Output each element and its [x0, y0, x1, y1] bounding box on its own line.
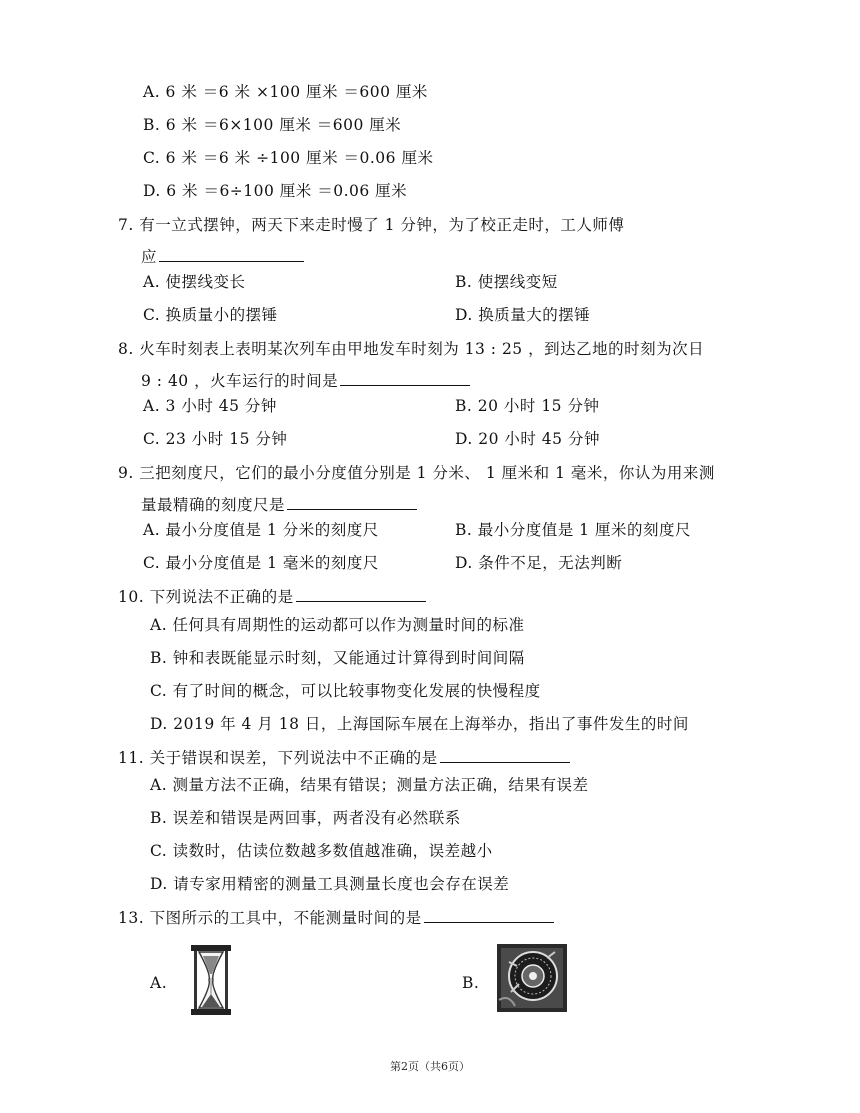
q10-option-b: B. 钟和表既能显示时刻，又能通过计算得到时间间隔: [150, 649, 525, 667]
q7-answer-blank: [159, 247, 304, 262]
q10-option-d: D. 2019 年 4 月 18 日，上海国际车展在上海举办，指出了事件发生的时间: [150, 715, 689, 733]
q8-option-c: C. 23 小时 15 分钟: [143, 430, 288, 448]
q9-option-c: C. 最小分度值是 1 毫米的刻度尺: [143, 554, 379, 572]
q8-option-a: A. 3 小时 45 分钟: [143, 397, 277, 415]
q7-stem-line2: [141, 245, 304, 267]
q11-option-a: A. 测量方法不正确，结果有错误；测量方法正确，结果有误差: [150, 776, 589, 794]
q8-option-b: B. 20 小时 15 分钟: [455, 397, 600, 415]
q8-option-d: D. 20 小时 45 分钟: [455, 430, 600, 448]
q13-answer-blank: [424, 908, 554, 923]
q11-stem-text: 11. 关于错误和误差，下列说法中不正确的是: [118, 749, 438, 767]
page-footer: 第2页（共6页）: [390, 1060, 470, 1073]
q9-option-a: A. 最小分度值是 1 分米的刻度尺: [143, 521, 379, 539]
q6-option-b: B. 6 米 ＝6×100 厘米 ＝600 厘米: [143, 116, 402, 134]
q7-stem-line2-text: 应: [141, 248, 158, 266]
q11-option-d: D. 请专家用精密的测量工具测量长度也会存在误差: [150, 875, 510, 893]
q9-stem-line2: [141, 493, 417, 515]
q13-stem-text: 13. 下图所示的工具中，不能测量时间的是: [118, 909, 422, 927]
q7-option-a: A. 使摆线变长: [143, 273, 246, 291]
q9-option-d: D. 条件不足，无法判断: [455, 554, 623, 572]
q6-option-c: C. 6 米 ＝6 米 ÷100 厘米 ＝0.06 厘米: [143, 149, 434, 167]
q8-answer-blank: [340, 371, 470, 386]
q6-option-d: D. 6 米 ＝6÷100 厘米 ＝0.06 厘米: [143, 182, 408, 200]
q7-option-b: B. 使摆线变短: [455, 273, 558, 291]
q11-option-c: C. 读数时，估读位数越多数值越准确，误差越小: [150, 842, 493, 860]
hourglass-image: [190, 944, 232, 1016]
q9-stem-line1: 9. 三把刻度尺，它们的最小分度值分别是 1 分米、 1 厘米和 1 毫米，你认为用来测: [118, 464, 715, 482]
q13-stem: [118, 906, 554, 928]
q10-answer-blank: [296, 587, 426, 602]
q7-option-c: C. 换质量小的摆锤: [143, 306, 278, 324]
q11-answer-blank: [440, 748, 570, 763]
q9-stem-line2-text: 量最精确的刻度尺是: [141, 496, 286, 514]
q9-option-b: B. 最小分度值是 1 厘米的刻度尺: [455, 521, 691, 539]
q13-option-b-label: B.: [462, 974, 480, 992]
q11-option-b: B. 误差和错误是两回事，两者没有必然联系: [150, 809, 461, 827]
clock-mechanism-image: [497, 944, 567, 1012]
q10-option-c: C. 有了时间的概念，可以比较事物变化发展的快慢程度: [150, 682, 541, 700]
q8-stem-line1: 8. 火车时刻表上表明某次列车由甲地发车时刻为 13 : 25 ，到达乙地的时刻为次日: [118, 340, 705, 358]
q11-stem: [118, 746, 570, 768]
q10-stem: [118, 585, 426, 607]
q8-stem-line2: [141, 369, 470, 391]
q7-stem-line1: 7. 有一立式摆钟，两天下来走时慢了 1 分钟，为了校正走时，工人师傅: [118, 216, 625, 234]
q6-option-a: A. 6 米 ＝6 米 ×100 厘米 ＝600 厘米: [143, 83, 428, 101]
q13-option-a-label: A.: [150, 974, 168, 992]
q10-stem-text: 10. 下列说法不正确的是: [118, 588, 294, 606]
q7-option-d: D. 换质量大的摆锤: [455, 306, 591, 324]
q9-answer-blank: [287, 495, 417, 510]
q8-stem-line2-text: 9 : 40 ，火车运行的时间是: [141, 372, 339, 390]
q10-option-a: A. 任何具有周期性的运动都可以作为测量时间的标准: [150, 616, 525, 634]
